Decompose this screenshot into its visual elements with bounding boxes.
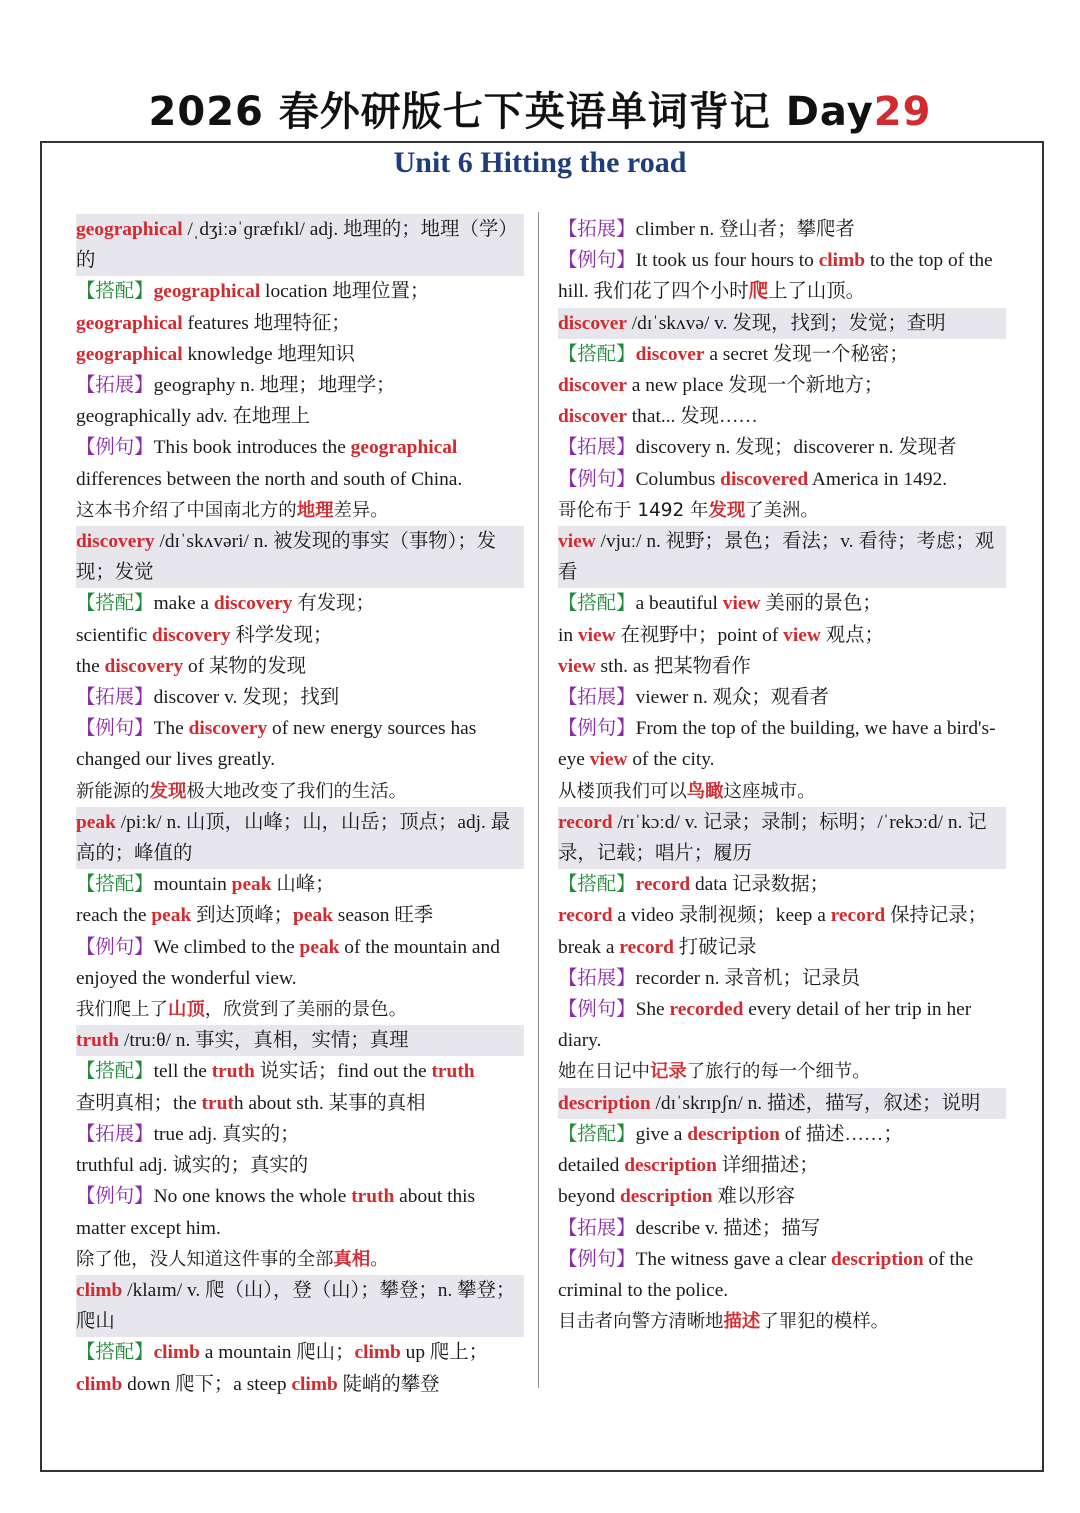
highlight-word: geographical [350, 437, 458, 459]
collocation-text: 打破记录 [673, 936, 757, 958]
collocation-text: 保持记录；break a [558, 905, 988, 958]
collocation-line [76, 620, 524, 651]
example-translation [558, 776, 1006, 807]
extension-line [76, 682, 524, 713]
example-text: This book introduces the [153, 437, 351, 459]
highlight-word: 发现 [708, 499, 746, 521]
translation-text: 了美洲。 [745, 499, 819, 521]
collocation-line [558, 900, 1006, 962]
example-text: of new energy sources has changed our lives greatly. [76, 718, 477, 771]
collocation-text: give a [635, 1123, 688, 1145]
collocation-line [558, 401, 1006, 432]
collocation-line [558, 620, 1006, 651]
example-text: differences between the north and south of China. [76, 468, 463, 490]
example-text: every detail of her trip in her diary. [558, 999, 972, 1052]
collocation-line [76, 308, 524, 339]
collocation-text: 难以形容 [712, 1186, 796, 1208]
headword: climb [76, 1279, 123, 1301]
translation-text: 她在日记中 [558, 1061, 650, 1083]
collocation-line [558, 588, 1006, 619]
highlight-word: record [619, 936, 674, 958]
example-tag: 【例句】 [558, 718, 636, 740]
example-translation [76, 495, 524, 526]
collocation-line [76, 276, 524, 307]
collocation-tag: 【搭配】 [558, 874, 636, 896]
extension-tag: 【拓展】 [558, 1217, 636, 1239]
headword: peak [76, 811, 116, 833]
extension-text: discovery n. 发现；discoverer n. 发现者 [635, 437, 957, 459]
collocation-line [558, 1119, 1006, 1150]
right-column [558, 214, 1006, 1337]
collocation-text: beyond [558, 1186, 620, 1208]
headword: geographical [76, 219, 183, 240]
translation-text: 从楼顶我们可以 [558, 780, 687, 802]
translation-text: 新能源的 [76, 780, 150, 802]
collocation-text: a mountain 爬山； [199, 1342, 355, 1364]
example-tag: 【例句】 [76, 718, 154, 740]
phonetic-definition: /dɪˈskʌvə/ v. 发现，找到；发觉；查明 [626, 312, 946, 334]
page-title [0, 80, 1080, 137]
highlight-word: discovery [188, 718, 268, 740]
highlight-word: 爬 [748, 281, 769, 303]
entry-head-description [558, 1088, 1006, 1119]
highlight-word: 真相 [333, 1248, 371, 1270]
highlight-word: geographical [76, 312, 183, 334]
highlight-word: 描述 [723, 1311, 761, 1333]
collocation-text: make a [153, 593, 214, 615]
collocation-text: scientific [76, 624, 152, 646]
example-translation [76, 1244, 524, 1275]
extension-text: viewer n. 观众；观看者 [635, 687, 829, 709]
highlight-word: view [783, 624, 821, 646]
example-translation [558, 1056, 1006, 1087]
column-divider [538, 212, 539, 1388]
collocation-text: 科学发现； [230, 624, 333, 646]
translation-text: 我们爬上了 [76, 999, 168, 1021]
extension-tag: 【拓展】 [76, 375, 154, 397]
collocation-line [76, 1088, 524, 1119]
extension-line [76, 1150, 524, 1181]
collocation-text: season 旺季 [332, 905, 434, 927]
entry-head-record [558, 807, 1006, 869]
highlight-word: geographical [76, 343, 183, 365]
collocation-text: features 地理特征； [182, 312, 351, 334]
highlight-word: view [589, 749, 628, 771]
extension-text: true adj. 真实的； [153, 1123, 300, 1145]
highlight-word: truth [211, 1061, 255, 1083]
highlight-word: 山顶 [167, 999, 205, 1021]
example-sentence [558, 713, 1006, 775]
highlight-word: discover [558, 375, 627, 397]
collocation-text: tell the [153, 1061, 212, 1083]
highlight-word: discovery [104, 655, 184, 677]
left-column [76, 214, 524, 1400]
collocation-text: a new place 发现一个新地方； [626, 375, 884, 397]
phonetic-definition: /truːθ/ n. 事实，真相，实情；真理 [119, 1030, 409, 1052]
highlight-word: 地理 [296, 499, 334, 521]
collocation-text: h about sth. 某事的真相 [233, 1092, 426, 1114]
extension-text: truthful adj. 诚实的；真实的 [76, 1155, 309, 1177]
unit-title: Unit 6 Hitting the road [393, 146, 687, 179]
collocation-text: a video 录制视频；keep a [612, 905, 831, 927]
collocation-text: detailed [558, 1155, 625, 1177]
collocation-line [558, 339, 1006, 370]
example-text: America in 1492. [808, 468, 948, 490]
collocation-text: reach the [76, 905, 152, 927]
example-text: Columbus [635, 468, 721, 490]
collocation-text: a secret 发现一个秘密； [704, 343, 909, 365]
example-text: From the top of the building, we have a bird's-eye [558, 718, 996, 771]
example-sentence [558, 1244, 1006, 1306]
highlight-word: 鸟瞰 [686, 780, 724, 802]
highlight-word: truth [431, 1061, 475, 1083]
highlight-word: record [830, 905, 886, 927]
collocation-tag: 【搭配】 [558, 343, 636, 365]
phonetic-definition: /rɪˈkɔːd/ v. 记录；录制；标明；/ˈrekɔːd/ n. 记录，记载；唱片；履历 [558, 811, 987, 865]
example-text: It took us four hours to [635, 250, 819, 272]
collocation-text: data 记录数据； [690, 874, 830, 896]
example-tag: 【例句】 [558, 250, 636, 272]
highlight-word: view [577, 624, 616, 646]
collocation-text: 在视野中；point of [615, 624, 784, 646]
headword: description [558, 1092, 651, 1114]
highlight-word: peak [299, 936, 340, 958]
extension-line [558, 963, 1006, 994]
extension-text: discover v. 发现；找到 [153, 687, 340, 709]
collocation-text: 陡峭的攀登 [337, 1373, 440, 1395]
extension-text: recorder n. 录音机；记录员 [635, 967, 861, 989]
translation-text: ，欣赏到了美丽的景色。 [204, 999, 408, 1021]
extension-tag: 【拓展】 [558, 219, 636, 240]
example-text: The witness gave a clear [635, 1248, 831, 1270]
entry-head-view [558, 526, 1006, 588]
collocation-text: sth. as 把某物看作 [595, 655, 751, 677]
highlight-word: description [831, 1248, 924, 1270]
highlight-word: discovered [720, 468, 809, 490]
example-sentence [76, 932, 524, 994]
highlight-word: view [722, 593, 761, 615]
example-sentence [558, 994, 1006, 1056]
collocation-text: of 描述……； [779, 1123, 903, 1145]
extension-line [76, 370, 524, 401]
extension-line [76, 1119, 524, 1150]
example-text: to the top of the hill. 我们花了四个小时 [558, 250, 993, 303]
extension-line [558, 214, 1006, 245]
collocation-tag: 【搭配】 [558, 1123, 636, 1145]
example-translation [76, 994, 524, 1025]
entry-head-peak [76, 807, 524, 869]
highlight-word: geographical [153, 281, 261, 303]
entry-head-discovery [76, 526, 524, 588]
highlight-word: peak [231, 874, 272, 896]
extension-line [76, 401, 524, 432]
highlight-word: recorded [669, 999, 744, 1021]
headword: view [558, 531, 596, 553]
collocation-tag: 【搭配】 [76, 1342, 154, 1364]
collocation-line [76, 869, 524, 900]
example-text: No one knows the whole [153, 1186, 352, 1208]
translation-text: 目击者向警方清晰地 [558, 1311, 724, 1333]
example-translation [558, 495, 1006, 526]
extension-text: climber n. 登山者；攀爬者 [635, 219, 855, 240]
collocation-line [76, 900, 524, 931]
highlight-word: peak [151, 905, 192, 927]
translation-text: 了旅行的每一个细节。 [686, 1061, 871, 1083]
entry-head-discover [558, 308, 1006, 339]
collocation-text: down 爬下；a steep [122, 1373, 292, 1395]
collocation-line [558, 1150, 1006, 1181]
highlight-word: 发现 [149, 780, 187, 802]
highlight-word: truth [351, 1186, 395, 1208]
collocation-tag: 【搭配】 [76, 874, 154, 896]
extension-line [558, 682, 1006, 713]
example-text: 上了山顶。 [768, 281, 866, 303]
highlight-word: climb [291, 1373, 338, 1395]
example-text: about this matter except him. [76, 1186, 476, 1239]
collocation-text: up 爬上； [400, 1342, 489, 1364]
example-tag: 【例句】 [558, 1248, 636, 1270]
collocation-text: knowledge 地理知识 [182, 343, 355, 365]
highlight-word: discover [558, 406, 627, 428]
example-sentence [558, 245, 1006, 307]
collocation-text: of 某物的发现 [183, 655, 306, 677]
collocation-text: 观点； [820, 624, 884, 646]
collocation-text: location 地理位置； [260, 281, 430, 303]
extension-text: geographically adv. 在地理上 [76, 406, 311, 428]
phonetic-definition: /vjuː/ n. 视野；景色；看法；v. 看待；考虑；观看 [558, 531, 995, 584]
highlight-word: climb [354, 1342, 401, 1364]
collocation-line [76, 651, 524, 682]
collocation-text: 有发现； [292, 593, 375, 615]
extension-tag: 【拓展】 [76, 687, 154, 709]
collocation-text: the [76, 655, 105, 677]
collocation-text: 山峰； [271, 874, 335, 896]
extension-text: geography n. 地理；地理学； [153, 375, 396, 397]
extension-tag: 【拓展】 [558, 437, 636, 459]
example-tag: 【例句】 [76, 1186, 154, 1208]
highlight-word: trut [201, 1092, 234, 1114]
extension-tag: 【拓展】 [558, 967, 636, 989]
highlight-word: description [619, 1186, 713, 1208]
entry-head-climb [76, 1275, 524, 1337]
collocation-line [558, 869, 1006, 900]
collocation-text: that... 发现…… [626, 406, 758, 428]
extension-line [558, 432, 1006, 463]
highlight-word: description [624, 1155, 717, 1177]
headword: truth [76, 1030, 120, 1052]
collocation-text: 说实话；find out the [254, 1061, 432, 1083]
example-text: The [153, 718, 189, 740]
highlight-word: discovery [151, 624, 231, 646]
translation-text: 除了他，没人知道这件事的全部 [76, 1248, 334, 1270]
collocation-line [558, 370, 1006, 401]
translation-text: 极大地改变了我们的生活。 [186, 780, 408, 802]
extension-tag: 【拓展】 [558, 687, 636, 709]
highlight-word: discover [635, 343, 705, 365]
collocation-tag: 【搭配】 [558, 593, 636, 615]
example-translation [558, 1306, 1006, 1337]
entry-head-truth [76, 1025, 524, 1056]
translation-text: 。 [370, 1248, 389, 1270]
collocation-text: mountain [153, 874, 232, 896]
example-tag: 【例句】 [76, 936, 154, 958]
highlight-word: 记录 [649, 1061, 687, 1083]
extension-tag: 【拓展】 [76, 1123, 154, 1145]
collocation-line [76, 588, 524, 619]
example-tag: 【例句】 [558, 468, 636, 490]
translation-text: 了罪犯的模样。 [760, 1311, 890, 1333]
highlight-word: climb [153, 1342, 200, 1364]
example-sentence [76, 713, 524, 775]
collocation-line [76, 1056, 524, 1087]
phonetic-definition: /klaɪm/ v. 爬（山），登（山）；攀登；n. 攀登；爬山 [76, 1279, 516, 1333]
example-text: We climbed to the [153, 936, 300, 958]
collocation-text: 详细描述； [716, 1155, 819, 1177]
highlight-word: climb [76, 1373, 123, 1395]
highlight-word: record [635, 874, 691, 896]
extension-line [558, 1213, 1006, 1244]
collocation-tag: 【搭配】 [76, 1061, 154, 1083]
highlight-word: description [687, 1123, 780, 1145]
highlight-word: peak [293, 905, 333, 927]
collocation-text: a beautiful [635, 593, 723, 615]
example-sentence [76, 432, 524, 494]
example-text: of the mountain and enjoyed the wonderful view. [76, 936, 500, 989]
phonetic-definition: /dɪˈskrɪpʃn/ n. 描述，描写，叙述；说明 [650, 1092, 981, 1114]
collocation-text: 查明真相；the [76, 1092, 202, 1114]
example-sentence [76, 1181, 524, 1243]
highlight-word: discovery [213, 593, 293, 615]
entry-head-geographical [76, 214, 524, 276]
collocation-line [76, 339, 524, 370]
translation-text: 差异。 [333, 499, 389, 521]
collocation-text: 美丽的景色； [760, 593, 882, 615]
collocation-text: 到达顶峰； [191, 905, 294, 927]
phonetic-definition: /piːk/ n. 山顶，山峰；山，山岳；顶点；adj. 最高的；峰值的 [76, 811, 511, 865]
example-sentence [558, 464, 1006, 495]
collocation-line [558, 1181, 1006, 1212]
collocation-line [76, 1337, 524, 1399]
headword: discover [558, 312, 627, 334]
example-tag: 【例句】 [76, 437, 154, 459]
phonetic-definition: /ˌdʒiːəˈɡræfɪkl/ adj. 地理的；地理（学）的 [76, 219, 518, 272]
highlight-word: view [558, 655, 596, 677]
extension-text: describe v. 描述；描写 [635, 1217, 821, 1239]
collocation-text: in [558, 624, 578, 646]
example-text: of the criminal to the police. [558, 1248, 974, 1301]
highlight-word: record [558, 905, 613, 927]
example-translation [76, 776, 524, 807]
translation-text: 这座城市。 [723, 780, 816, 802]
title-day-number: 29 [873, 89, 932, 135]
collocation-tag: 【搭配】 [76, 593, 154, 615]
collocation-tag: 【搭配】 [76, 281, 154, 303]
translation-text: 哥伦布于 1492 年 [558, 499, 709, 521]
highlight-word: climb [818, 250, 866, 272]
headword: record [558, 811, 613, 833]
example-text: She [635, 999, 670, 1021]
title-main: 2026 春外研版七下英语单词背记 Day [148, 89, 874, 135]
phonetic-definition: /dɪˈskʌvəri/ n. 被发现的事实（事物）；发现；发觉 [76, 531, 497, 584]
example-tag: 【例句】 [558, 999, 636, 1021]
collocation-line [558, 651, 1006, 682]
translation-text: 这本书介绍了中国南北方的 [76, 499, 297, 521]
headword: discovery [76, 531, 155, 553]
example-text: of the city. [627, 749, 715, 771]
